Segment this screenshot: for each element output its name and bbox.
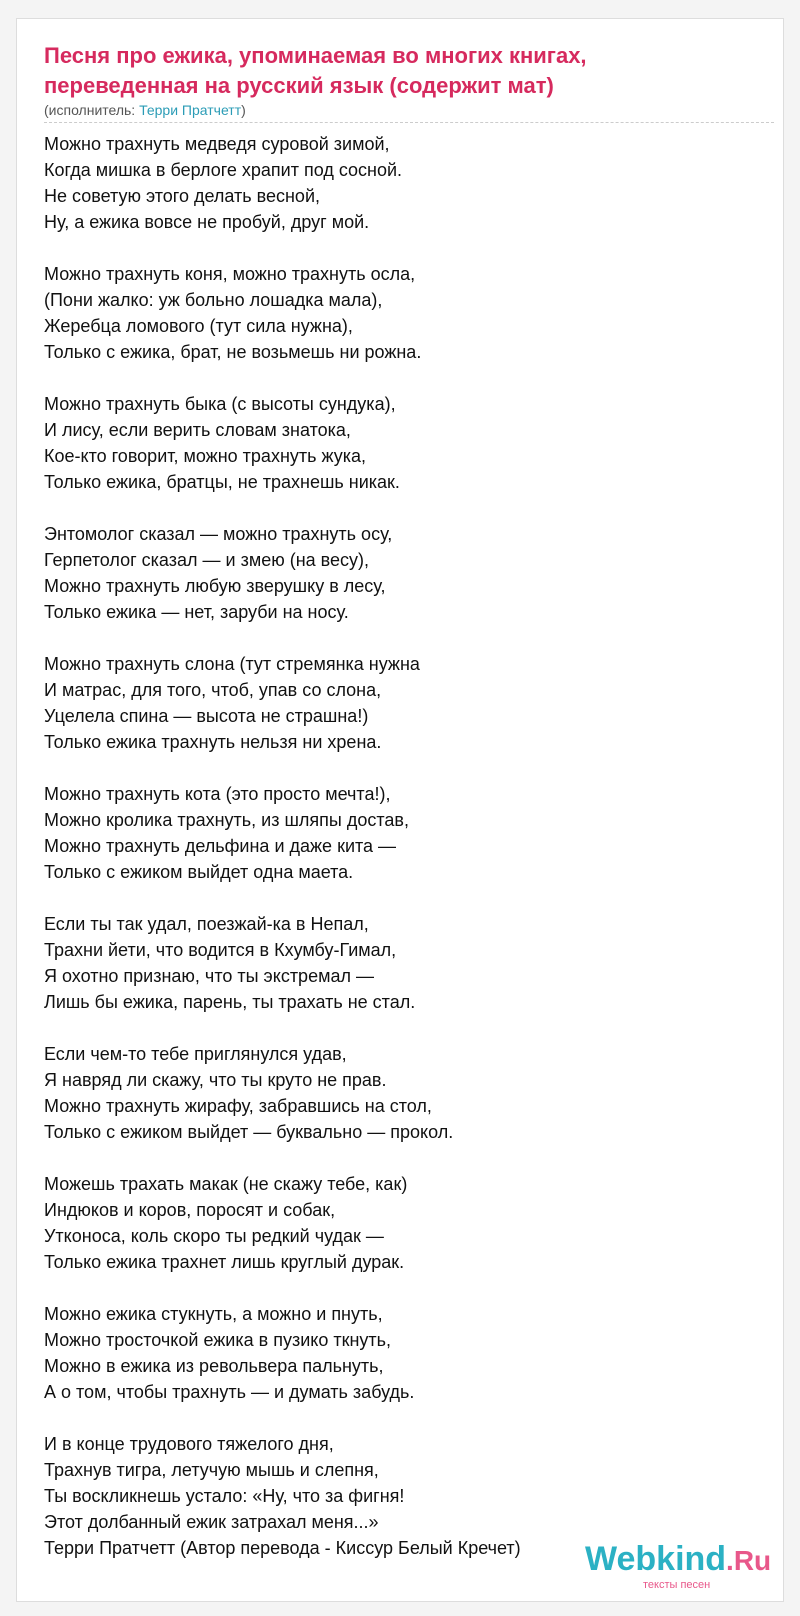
lyric-line: Трахнув тигра, летучую мышь и слепня, [44, 1460, 379, 1480]
lyrics-body [44, 131, 764, 1587]
lyric-line: Уцелела спина — высота не страшна!) [44, 706, 369, 726]
lyric-line: Я навряд ли скажу, что ты круто не прав. [44, 1070, 387, 1090]
lyric-line: Я охотно признаю, что ты экстремал — [44, 966, 374, 986]
stanza [44, 781, 764, 885]
stanza [44, 521, 764, 625]
lyric-line: Индюков и коров, поросят и собак, [44, 1200, 336, 1220]
lyric-line: Только с ежиком выйдет — буквально — прокол. [44, 1122, 454, 1142]
lyric-line: Можно трахнуть медведя суровой зимой, [44, 134, 390, 154]
lyric-line: Можно трахнуть слона (тут стремянка нужна [44, 654, 420, 674]
lyric-line: Ты воскликнешь устало: «Ну, что за фигня! [44, 1486, 405, 1506]
lyric-line: Только с ежика, брат, не возьмешь ни рожна. [44, 342, 422, 362]
lyric-line: (Пони жалко: уж больно лошадка мала), [44, 290, 383, 310]
divider [44, 122, 774, 123]
stanza [44, 261, 764, 365]
lyric-line: И в конце трудового тяжелого дня, [44, 1434, 334, 1454]
lyric-line: И лису, если верить словам знатока, [44, 420, 351, 440]
artist-line [44, 101, 246, 119]
lyric-line: Только ежика — нет, заруби на носу. [44, 602, 349, 622]
lyric-line: Энтомолог сказал — можно трахнуть осу, [44, 524, 393, 544]
lyric-line: Не советую этого делать весной, [44, 186, 321, 206]
lyric-line: Когда мишка в берлоге храпит под сосной. [44, 160, 403, 180]
lyric-line: Можно трахнуть любую зверушку в лесу, [44, 576, 386, 596]
lyric-line: Терри Пратчетт (Автор перевода - Киссур Белый Кречет) [44, 1538, 521, 1558]
stanza [44, 1171, 764, 1275]
lyric-line: Можно ежика стукнуть, а можно и пнуть, [44, 1304, 383, 1324]
lyric-line: Если чем-то тебе приглянулся удав, [44, 1044, 347, 1064]
artist-link[interactable]: Терри Пратчетт [139, 102, 242, 118]
artist-prefix: (исполнитель: [44, 102, 140, 118]
lyric-line: Только ежика трахнуть нельзя ни хрена. [44, 732, 382, 752]
lyric-line: Только с ежиком выйдет одна маета. [44, 862, 354, 882]
stanza [44, 1301, 764, 1405]
lyric-line: Можно в ежика из револьвера пальнуть, [44, 1356, 384, 1376]
lyric-line: Этот долбанный ежик затрахал меня...» [44, 1512, 379, 1532]
lyrics-card [16, 18, 784, 1602]
lyric-line: Можно трахнуть коня, можно трахнуть осла, [44, 264, 416, 284]
lyric-line: Можешь трахать макак (не скажу тебе, как) [44, 1174, 408, 1194]
lyric-line: Трахни йети, что водится в Кхумбу-Гимал, [44, 940, 397, 960]
stanza [44, 911, 764, 1015]
stanza [44, 1041, 764, 1145]
lyric-line: Герпетолог сказал — и змею (на весу), [44, 550, 370, 570]
logo-suffix-text: .Ru [726, 1545, 772, 1576]
webkind-logo[interactable] [585, 1539, 795, 1599]
lyric-line: Можно трахнуть быка (с высоты сундука), [44, 394, 396, 414]
stanza [44, 651, 764, 755]
lyric-line: Можно трахнуть дельфина и даже кита — [44, 836, 397, 856]
lyric-line: Лишь бы ежика, парень, ты трахать не стал. [44, 992, 416, 1012]
logo-main-text: Webkind [585, 1540, 727, 1578]
stanza [44, 391, 764, 495]
lyric-line: Только ежика трахнет лишь круглый дурак. [44, 1252, 405, 1272]
lyric-line: Жеребца ломового (тут сила нужна), [44, 316, 353, 336]
logo-tagline: тексты песен [643, 1579, 711, 1591]
page-title: Песня про ежика, упоминаемая во многих книгах, переведенная на русский язык (содержит мат) [44, 43, 587, 98]
logo-wordmark [585, 1539, 771, 1581]
lyric-line: Кое-кто говорит, можно трахнуть жука, [44, 446, 367, 466]
lyric-line: Если ты так удал, поезжай-ка в Непал, [44, 914, 369, 934]
artist-suffix: ) [241, 102, 246, 118]
lyric-line: Ну, а ежика вовсе не пробуй, друг мой. [44, 212, 370, 232]
lyric-line: Можно трахнуть жирафу, забравшись на стол, [44, 1096, 432, 1116]
lyric-line: Утконоса, коль скоро ты редкий чудак — [44, 1226, 384, 1246]
lyric-line: И матрас, для того, чтоб, упав со слона, [44, 680, 382, 700]
lyric-line: Можно трахнуть кота (это просто мечта!), [44, 784, 391, 804]
lyric-line: Только ежика, братцы, не трахнешь никак. [44, 472, 400, 492]
lyric-line: Можно тросточкой ежика в пузико ткнуть, [44, 1330, 392, 1350]
lyric-line: А о том, чтобы трахнуть — и думать забудь. [44, 1382, 415, 1402]
lyric-line: Можно кролика трахнуть, из шляпы достав, [44, 810, 409, 830]
stanza [44, 131, 764, 235]
